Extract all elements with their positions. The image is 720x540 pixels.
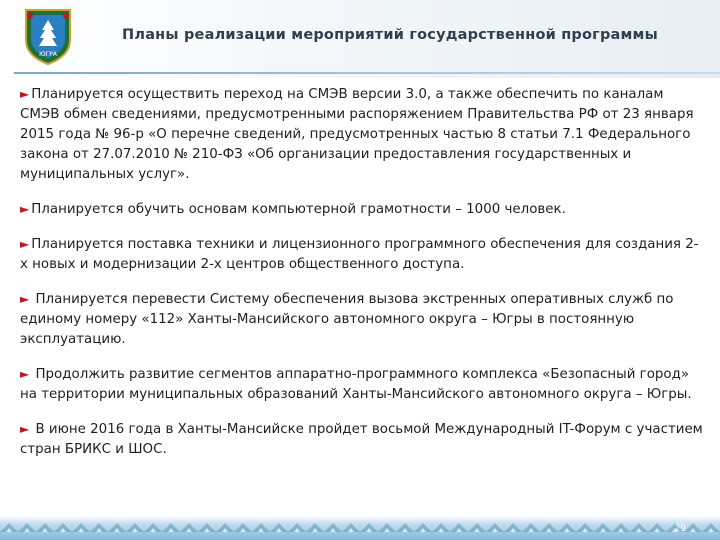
list-item-text: Планируется обучить основам компьютерной грамотности – 1000 человек.: [31, 202, 566, 217]
footer-band: [0, 516, 720, 540]
list-item: [20, 234, 706, 275]
coat-of-arms-icon: [20, 6, 76, 66]
list-item: [20, 419, 706, 460]
svg-text:ЮГРА: ЮГРА: [39, 51, 57, 58]
list-item-text: Продолжить развитие сегментов аппаратно-программного комплекса «Безопасный город» на территории муниципальных образований Ханты-Мансийского автономного округа – Югры.: [20, 367, 692, 402]
red-triangle-icon: ►: [20, 292, 30, 306]
red-triangle-icon: ►: [20, 422, 30, 436]
list-item-text: В июне 2016 года в Ханты-Мансийске пройдет восьмой Международный IT-Форум с участием стран БРИКС и ШОС.: [20, 422, 703, 457]
red-triangle-icon: ►: [20, 87, 30, 101]
list-item: [20, 84, 706, 185]
red-triangle-icon: ►: [20, 367, 30, 381]
bullet-list: [20, 84, 706, 474]
red-triangle-icon: ►: [20, 237, 30, 251]
list-item-text: Планируется перевести Систему обеспечения вызова экстренных оперативных служб по единому номеру «112» Ханты-Мансийского автономного округа – Югры в постоянную эксплуатацию.: [20, 292, 674, 347]
list-item: [20, 199, 706, 220]
page-number: 29: [674, 524, 686, 534]
list-item-text: Планируется поставка техники и лицензионного программного обеспечения для создания 2-х новых и модернизации 2-х центров общественного доступа.: [20, 237, 699, 272]
list-item: [20, 364, 706, 405]
list-item-text: Планируется осуществить переход на СМЭВ версии 3.0, а также обеспечить по каналам СМЭВ обмен сведениями, предусмотренными распоряжением Правительства РФ от 23 января 2015 года № 96-р «О перечне сведений, предусмотренных частью 8 статьи 7.1 Федерального закона от 27.07.2010 № 210-ФЗ «Об организации предоставления государственных и муниципальных услуг».: [20, 87, 694, 182]
ornament-pattern: [0, 522, 720, 532]
page-title: Планы реализации мероприятий государственной программы: [122, 27, 658, 43]
slide-header: [0, 0, 720, 78]
red-triangle-icon: ►: [20, 202, 30, 216]
header-divider: [14, 72, 720, 74]
list-item: [20, 289, 706, 350]
